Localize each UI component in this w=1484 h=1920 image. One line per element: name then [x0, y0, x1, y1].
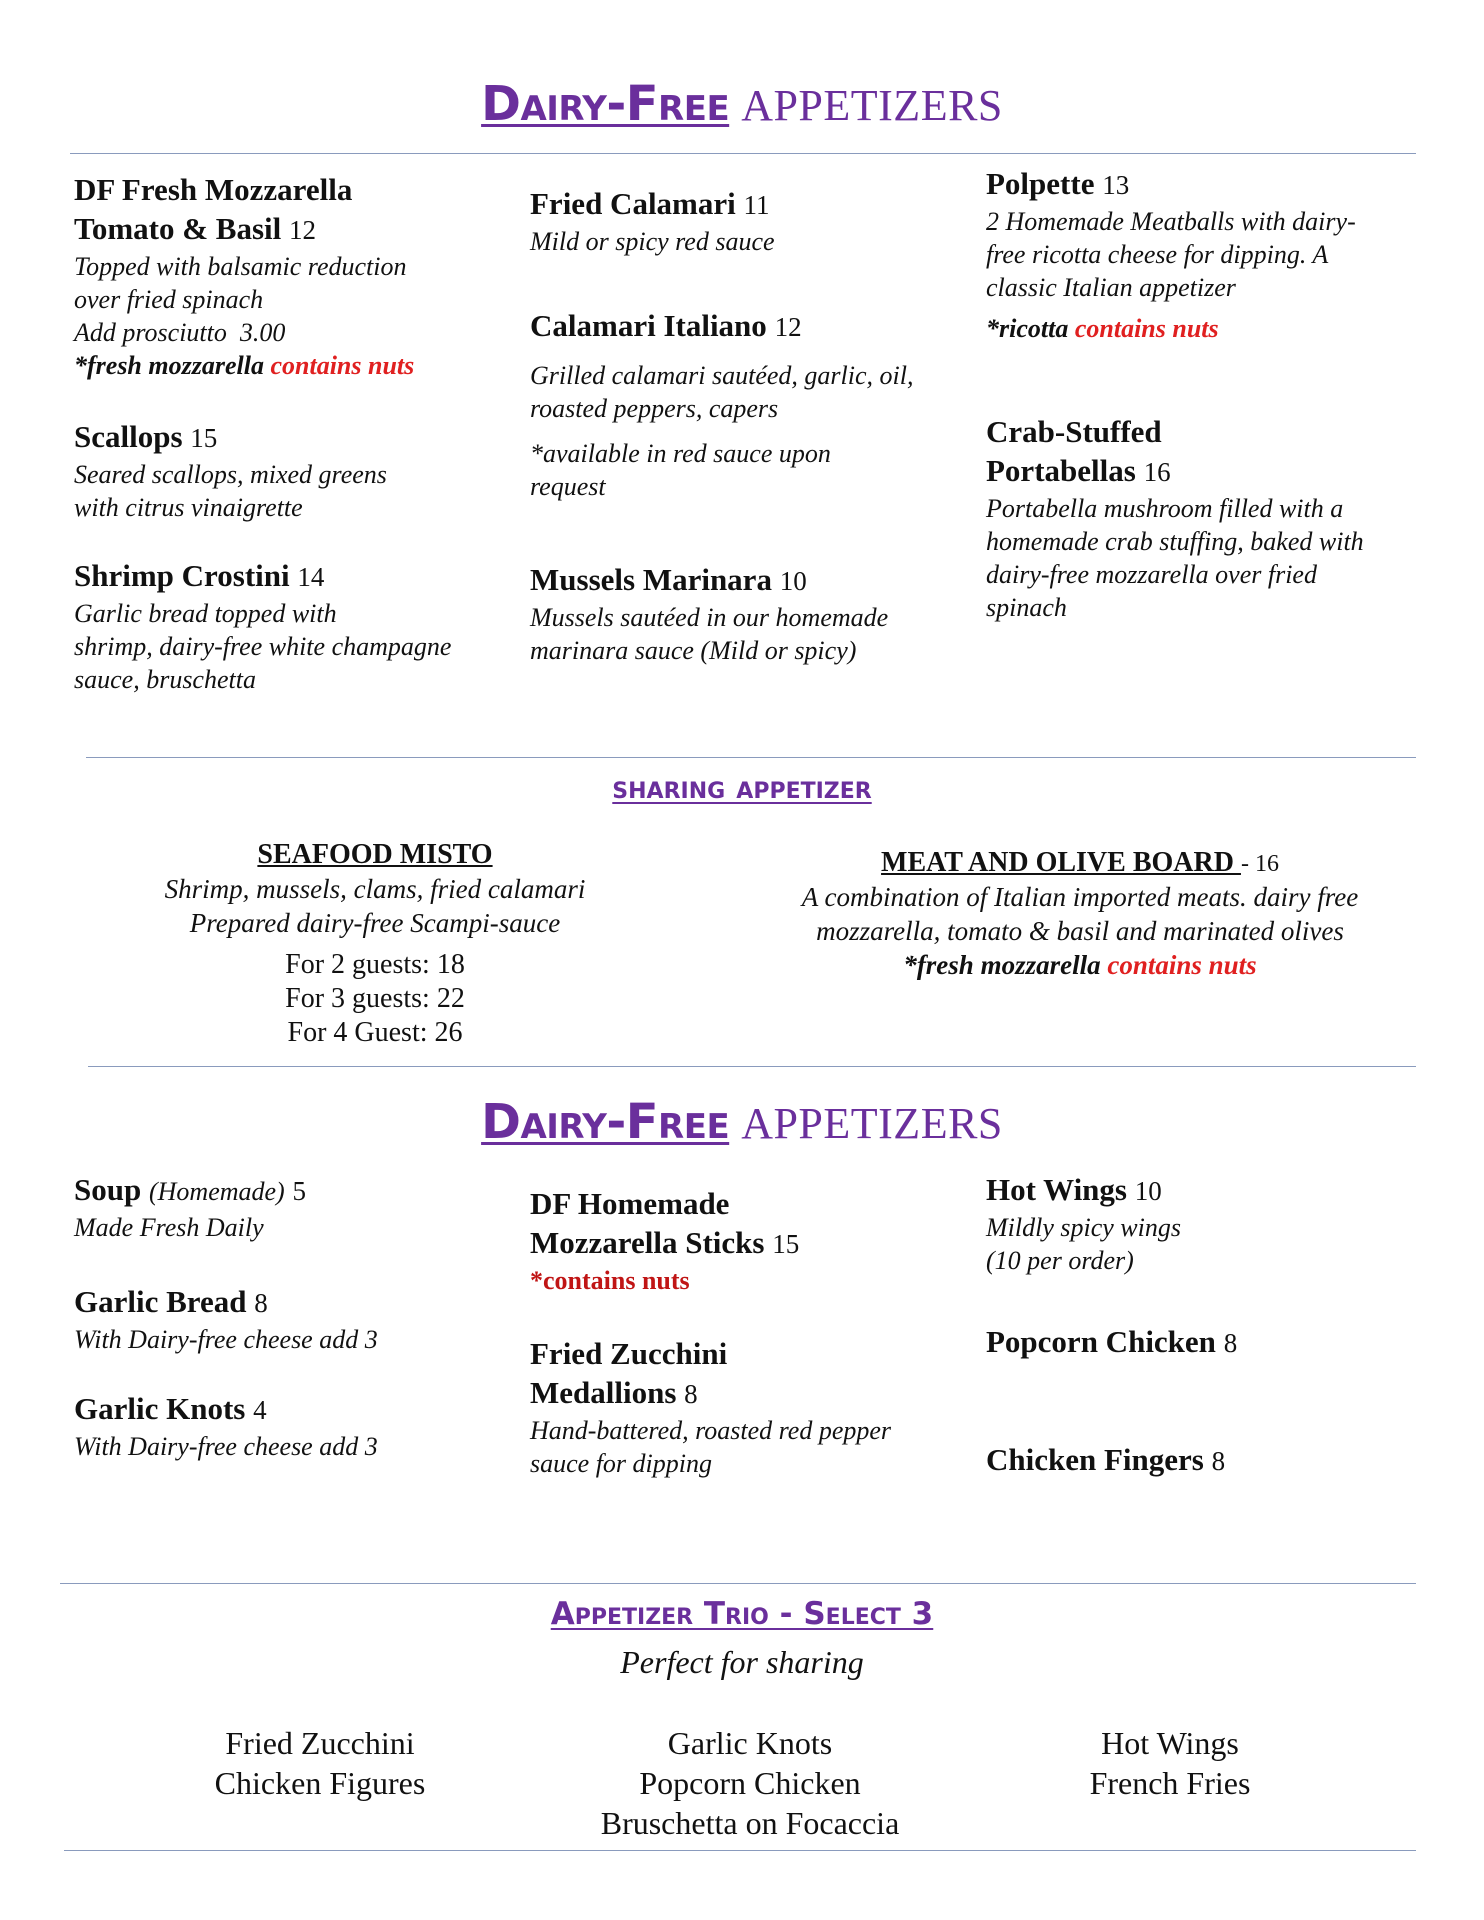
menu-item-garlic-knots: [74, 1389, 514, 1463]
item-desc: with citrus vinaigrette: [74, 493, 303, 522]
item-desc: shrimp, dairy-free white champagne: [74, 632, 452, 661]
section-title-dairy-free-appetizers-2: [0, 1094, 1484, 1150]
item-desc: roasted peppers, capers: [530, 394, 779, 423]
item-desc: With Dairy-free cheese add 3: [74, 1325, 378, 1354]
item-price: 15: [772, 1229, 800, 1259]
price-option: For 4 Guest: 26: [287, 1017, 463, 1048]
item-name: Garlic Bread: [74, 1284, 247, 1319]
item-name: MEAT AND OLIVE BOARD: [881, 847, 1241, 878]
item-extra: *available in red sauce upon: [530, 439, 831, 468]
menu-item-soup: [74, 1170, 514, 1244]
item-desc: Shrimp, mussels, clams, fried calamari: [164, 874, 586, 904]
item-name: Mozzarella Sticks: [530, 1225, 765, 1260]
menu-item-fried-zucchini-medallions: [530, 1334, 970, 1480]
item-name: Fried Calamari: [530, 186, 736, 221]
divider: [86, 757, 1416, 758]
item-name: Polpette: [986, 166, 1095, 201]
item-desc: marinara sauce (Mild or spicy): [530, 636, 857, 665]
item-name: Scallops: [74, 419, 183, 454]
section-title-sharing-appetizer: sharing appetizer: [612, 768, 872, 806]
item-name: Chicken Fingers: [986, 1442, 1204, 1477]
item-desc: Topped with balsamic reduction: [74, 252, 407, 281]
trio-column-3: [960, 1723, 1380, 1803]
item-price: 8: [1211, 1446, 1226, 1476]
item-desc: Add prosciutto 3.00: [74, 318, 286, 347]
item-desc: Grilled calamari sautéed, garlic, oil,: [530, 361, 914, 390]
title-appetizers: APPETIZERS: [741, 1099, 1003, 1148]
item-price: 10: [779, 566, 807, 596]
nuts-warning: *contains nuts: [530, 1266, 690, 1295]
trio-option: French Fries: [1089, 1765, 1251, 1801]
item-desc: classic Italian appetizer: [986, 273, 1236, 302]
item-desc: Garlic bread topped with: [74, 599, 337, 628]
item-desc: Made Fresh Daily: [74, 1213, 264, 1242]
menu-item-chicken-fingers: [986, 1440, 1426, 1481]
item-desc: Mussels sautéed in our homemade: [530, 603, 889, 632]
item-desc: homemade crab stuffing, baked with: [986, 527, 1364, 556]
price-option: For 2 guests: 18: [285, 949, 465, 980]
menu-item-df-fresh-mozzarella: [74, 170, 514, 382]
nuts-warning: contains nuts: [1074, 314, 1219, 343]
item-desc: Hand-battered, roasted red pepper: [530, 1416, 892, 1445]
menu-item-garlic-bread: [74, 1282, 514, 1356]
item-price: 11: [743, 190, 770, 220]
price-option: For 3 guests: 22: [285, 983, 465, 1014]
item-desc: A combination of Italian imported meats. dairy free: [801, 882, 1359, 912]
item-desc: sauce for dipping: [530, 1449, 712, 1478]
item-desc: sauce, bruschetta: [74, 665, 256, 694]
item-name: Tomato & Basil: [74, 211, 282, 246]
item-price: 16: [1143, 457, 1171, 487]
item-desc: Portabella mushroom filled with a: [986, 494, 1344, 523]
item-desc: spinach: [986, 593, 1067, 622]
divider: [60, 1583, 1416, 1584]
menu-item-shrimp-crostini: [74, 556, 514, 696]
menu-item-crab-stuffed-portabellas: [986, 412, 1426, 624]
item-name: Crab-Stuffed: [986, 414, 1162, 449]
item-price: 12: [774, 312, 802, 342]
item-price: - 16: [1240, 851, 1279, 877]
item-price: 14: [297, 562, 325, 592]
item-name: Mussels Marinara: [530, 562, 772, 597]
menu-item-calamari-italiano: [530, 306, 970, 503]
item-desc: With Dairy-free cheese add 3: [74, 1432, 378, 1461]
menu-item-fried-calamari: [530, 184, 970, 258]
item-name: Hot Wings: [986, 1172, 1127, 1207]
trio-column-2: [540, 1723, 960, 1843]
menu-item-hot-wings: [986, 1170, 1426, 1277]
item-name: DF Homemade: [530, 1186, 730, 1221]
allergen-note: *ricotta contains nuts: [986, 314, 1219, 343]
trio-option: Fried Zucchini: [225, 1725, 415, 1761]
menu-item-scallops: [74, 417, 514, 524]
trio-option: Popcorn Chicken: [639, 1765, 861, 1801]
item-desc: (10 per order): [986, 1246, 1134, 1275]
title-appetizers: APPETIZERS: [741, 81, 1003, 130]
trio-option: Bruschetta on Focaccia: [600, 1805, 900, 1841]
item-extra: request: [530, 472, 606, 501]
item-desc: Seared scallops, mixed greens: [74, 460, 387, 489]
item-name: Soup: [74, 1172, 142, 1207]
item-desc: over fried spinach: [74, 285, 264, 314]
item-price: 12: [289, 215, 317, 245]
menu-item-seafood-misto: [110, 838, 640, 1050]
item-desc: Prepared dairy-free Scampi-sauce: [189, 908, 561, 938]
item-price: 5: [292, 1176, 306, 1206]
trio-option: Hot Wings: [1101, 1725, 1239, 1761]
item-price: 4: [253, 1395, 267, 1425]
item-name: Garlic Knots: [74, 1391, 246, 1426]
divider: [88, 1066, 1416, 1067]
trio-column-1: [110, 1723, 530, 1803]
item-name: Shrimp Crostini: [74, 558, 290, 593]
divider: [70, 153, 1416, 154]
menu-item-polpette: [986, 164, 1426, 345]
trio-option: Chicken Figures: [214, 1765, 426, 1801]
item-name: SEAFOOD MISTO: [257, 839, 493, 870]
menu-item-popcorn-chicken: [986, 1322, 1426, 1363]
divider: [64, 1850, 1416, 1851]
item-name: Medallions: [530, 1375, 677, 1410]
item-price: 8: [684, 1379, 698, 1409]
item-desc: Mild or spicy red sauce: [530, 227, 775, 256]
item-name: Calamari Italiano: [530, 308, 767, 343]
item-name: DF Fresh Mozzarella: [74, 172, 353, 207]
item-desc: Mildly spicy wings: [986, 1213, 1181, 1242]
item-price: 13: [1102, 170, 1130, 200]
item-price: 8: [1223, 1328, 1238, 1358]
menu-item-meat-and-olive-board: [720, 846, 1440, 982]
trio-option: Garlic Knots: [667, 1725, 833, 1761]
item-desc: 2 Homemade Meatballs with dairy-: [986, 207, 1356, 236]
item-price: 10: [1134, 1176, 1162, 1206]
allergen-note: *fresh mozzarella contains nuts: [903, 950, 1257, 980]
item-price: 15: [190, 423, 218, 453]
menu-item-df-mozzarella-sticks: [530, 1184, 970, 1297]
item-desc: dairy-free mozzarella over fried: [986, 560, 1317, 589]
title-dairy-free: Dairy-Free: [481, 76, 730, 132]
item-subtitle: (Homemade): [148, 1177, 285, 1206]
item-name: Popcorn Chicken: [986, 1324, 1216, 1359]
item-desc: mozzarella, tomato & basil and marinated olives: [816, 916, 1344, 946]
item-name: Fried Zucchini: [530, 1336, 728, 1371]
section-title-dairy-free-appetizers: [0, 76, 1484, 132]
trio-subtitle: Perfect for sharing: [620, 1644, 864, 1680]
section-title-appetizer-trio: Appetizer Trio - Select 3: [550, 1596, 934, 1632]
item-name: Portabellas: [986, 453, 1136, 488]
nuts-warning: contains nuts: [1107, 950, 1257, 980]
menu-item-mussels-marinara: [530, 560, 970, 667]
nuts-warning: contains nuts: [270, 351, 415, 380]
item-desc: free ricotta cheese for dipping. A: [986, 240, 1329, 269]
item-price: 8: [254, 1288, 268, 1318]
allergen-note: *fresh mozzarella contains nuts: [74, 351, 415, 380]
title-dairy-free: Dairy-Free: [481, 1094, 730, 1150]
